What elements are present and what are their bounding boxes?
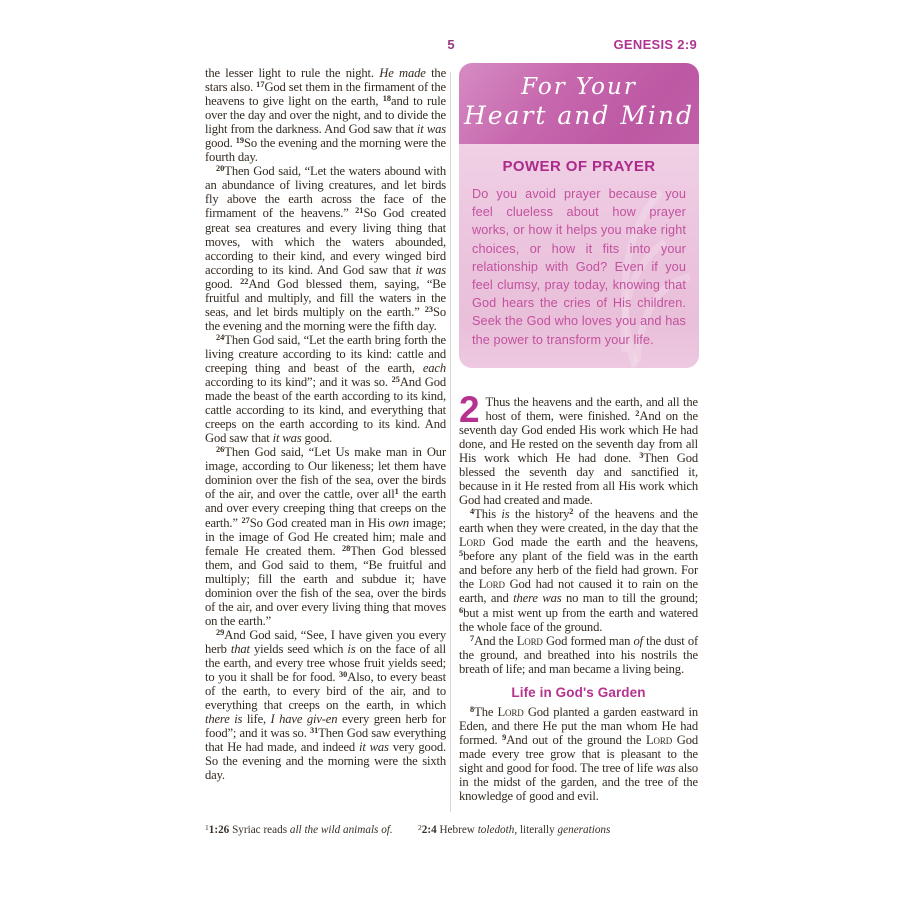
devotional-header-line2: Heart and Mind [463,101,695,130]
verse-paragraph: $^{24}$Then God said, “Let the earth bring forth the living creature according to its kind: cattle and creeping thing and beast of the earth, each according to its kind”; and it was so. $^{25}$And God made the beast of the earth according to its kind, cattle according to its kind, and everything that creeps on the earth according to its kind. And God saw that it was good. [205,332,446,446]
verse-paragraph: the lesser light to rule the night. He made the stars also. $^{17}$God set them in the firmament of the heavens to give light on the earth, $^{18}$and to rule over the day and over the night, and to divide the light from the darkness. And God saw that it was good. $^{19}$So the evening and the morning were the fourth day. [205,66,447,165]
footnote-1-26: $^1$1:26 Syriac reads all the wild animals of. [205,823,393,836]
left-column-text [205,66,446,782]
verse-paragraph: $^4$This is the history$^2$ of the heavens and the earth when they were created, in the day that the Lord God made the earth and the heavens, $^5$before any plant of the field was in the earth and before any herb of the field had grown. For the Lord God had not caused it to rain on the earth, and there was no man to till the ground; $^6$but a mist went up from the earth and watered the whole face of the ground. [459,507,698,634]
footnotes [205,824,698,842]
devotional-box-header [459,63,699,144]
devotional-box-body [459,144,699,368]
devotional-header-line1: For Your [521,74,637,100]
verse-paragraph: $^{29}$And God said, “See, I have given you every herb that yields seed which is on the face of all the earth, and every tree whose fruit yields seed; to you it shall be for food. $^{30}$Also, to every beast of the earth, to every bird of the air, and to everything that creeps on the earth, in which there is life, I have giv-en every green herb for food”; and it was so. $^{31}$Then God saw everything that He had made, and indeed it was very good. So the evening and the morning were the sixth day. [205,627,447,783]
devotional-body-text: Do you avoid prayer because you feel clueless about how prayer works, or how it helps you make right choices, or how it fits into your relationship with God? Even if you feel clumsy, pray today, knowing that God hears the cries of His children. Seek the God who loves you and has the power to transform your life. [472,187,686,347]
right-column [459,63,698,803]
verse-paragraph: 2 Thus the heavens and the earth, and all the host of them, were finished. $^2$And on the seventh day God ended His work which He had done, and He rested on the seventh day from all His work which He had done. $^3$Then God blessed the seventh day and sanctified it, because in it He rested from all His work which God had created and made. [459,388,698,508]
garden-text [459,705,698,803]
verse-paragraph: $^{20}$Then God said, “Let the waters abound with an abundance of living creatures, and let birds fly above the earth across the face of the firmament of the heavens.” $^{21}$So God created great sea creatures and every living thing that moves, with which the waters abounded, according to their kind, and every winged bird according to its kind. And God saw that it was good. $^{22}$And God blessed them, saying, “Be fruitful and multiply, and fill the waters in the seas, and let birds multiply on the earth.” $^{23}$So the evening and the morning were the fifth day. [205,164,446,333]
chapter-2-text [459,388,699,676]
page-reference: GENESIS 2:9 [613,37,697,52]
verse-paragraph: $^{26}$Then God said, “Let Us make man in Our image, according to Our likeness; let them have dominion over the fish of the sea, over the birds of the air, and over the cattle, over all$^1$ the earth and over every creeping thing that creeps on the earth.” $^{27}$So God created man in His own image; in the image of God He created him; male and female He created them. $^{28}$Then God blessed them, and God said to them, “Be fruitful and multiply; fill the earth and subdue it; have dominion over the fish of the sea, over the birds of the air, and over every living thing that moves on the earth.” [205,445,446,628]
page-number: 5 [447,37,455,52]
running-head [205,37,697,53]
verse-paragraph: $^8$The Lord God planted a garden eastward in Eden, and there He put the man whom He had formed. $^9$And out of the ground the Lord God made every tree grow that is pleasant to the sight and good for food. The tree of life was also in the midst of the garden, and the tree of the knowledge of good and evil. [459,704,698,804]
section-heading: Life in God's Garden [511,684,646,700]
column-divider [450,72,451,812]
verse-paragraph: $^7$And the Lord God formed man of the dust of the ground, and breathed into his nostrils the breath of life; and man became a living being. [459,633,699,676]
footnote-2-4: $^2$2:4 Hebrew toledoth, literally generations [418,823,611,836]
devotional-box [459,63,699,368]
devotional-title: POWER OF PRAYER [502,158,656,175]
chapter-number-dropcap: 2 [459,388,480,430]
